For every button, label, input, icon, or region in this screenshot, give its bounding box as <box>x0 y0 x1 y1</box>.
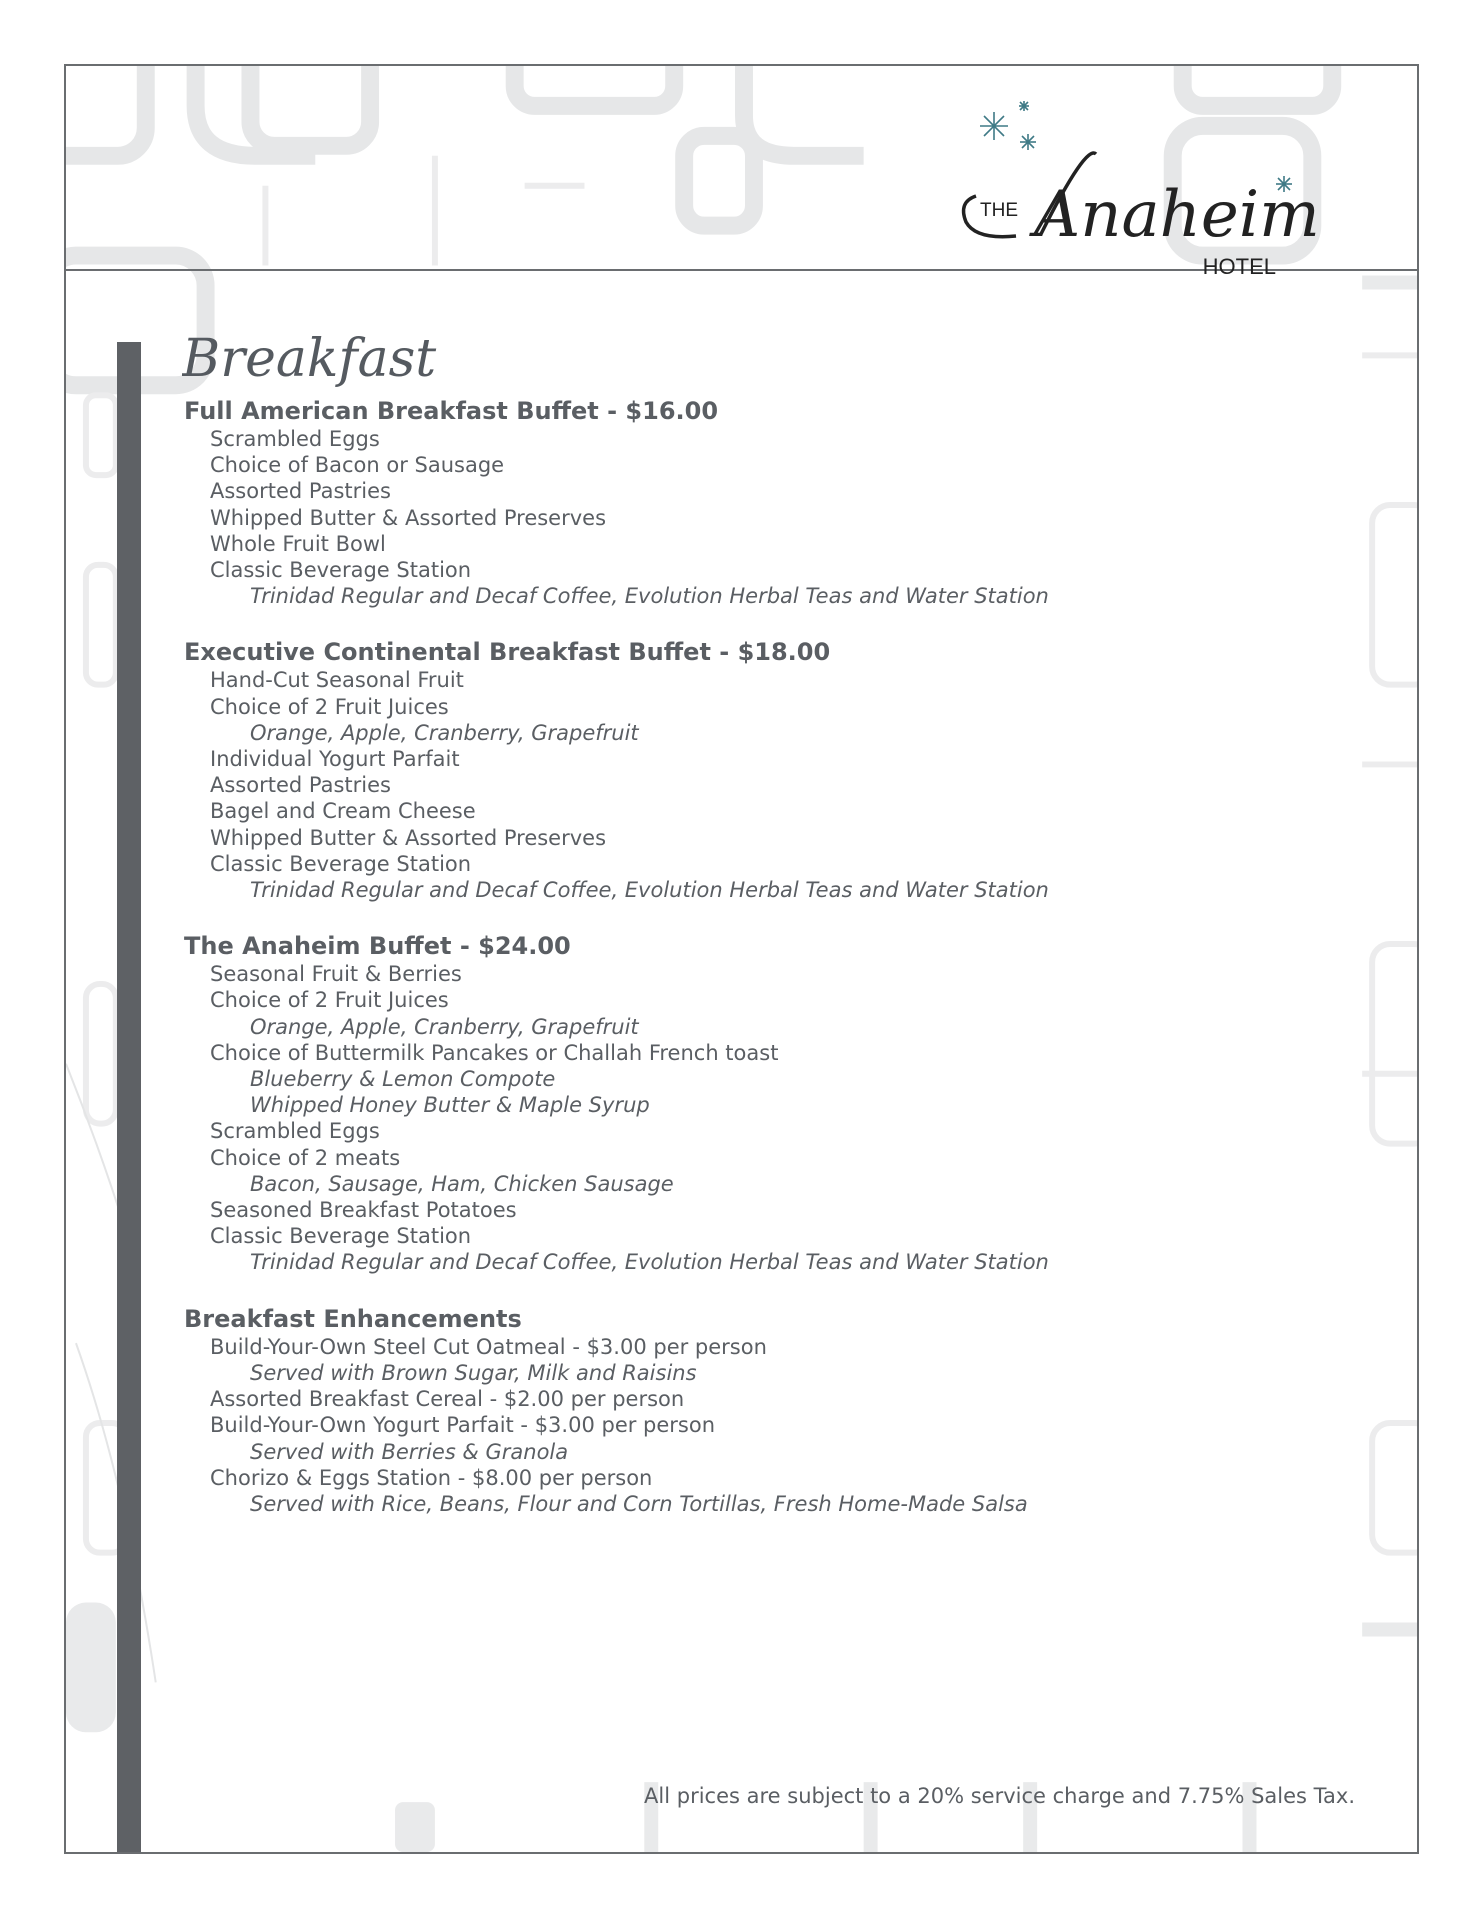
logo-hotel-text: HOTEL <box>1202 254 1276 274</box>
menu-item: Whipped Butter & Assorted Preserves <box>210 825 607 850</box>
menu-item: Bagel and Cream Cheese <box>210 799 476 824</box>
menu-page <box>64 64 1419 1854</box>
menu-content <box>184 396 1334 1545</box>
menu-item: Seasonal Fruit & Berries <box>210 962 462 987</box>
logo-the-text: THE <box>980 200 1018 221</box>
footer-note: All prices are subject to a 20% service charge and 7.75% Sales Tax. <box>644 1784 1355 1808</box>
menu-item-detail: Served with Berries & Granola <box>250 1439 569 1464</box>
menu-item-detail: Bacon, Sausage, Ham, Chicken Sausage <box>250 1171 674 1196</box>
menu-section <box>184 637 1334 903</box>
menu-item: Build-Your-Own Yogurt Parfait - $3.00 per person <box>210 1413 716 1438</box>
menu-item: Scrambled Eggs <box>210 427 380 451</box>
menu-section <box>184 396 1334 609</box>
menu-item-detail: Blueberry & Lemon Compote <box>250 1067 556 1092</box>
menu-item-detail: Trinidad Regular and Decaf Coffee, Evolution Herbal Teas and Water Station <box>250 878 1049 903</box>
section-heading: Breakfast Enhancements <box>184 1304 522 1333</box>
menu-item-detail: Trinidad Regular and Decaf Coffee, Evolution Herbal Teas and Water Station <box>250 1250 1049 1275</box>
menu-item: Whole Fruit Bowl <box>210 531 386 556</box>
menu-section <box>184 1304 1334 1517</box>
side-accent-bar <box>117 342 141 1854</box>
menu-item: Seasoned Breakfast Potatoes <box>210 1198 517 1223</box>
menu-item-detail: Served with Rice, Beans, Flour and Corn Tortillas, Fresh Home-Made Salsa <box>250 1491 1028 1516</box>
hotel-logo <box>946 84 1396 274</box>
menu-item: Classic Beverage Station <box>210 1224 472 1249</box>
menu-item: Build-Your-Own Steel Cut Oatmeal - $3.00 per person <box>210 1334 767 1359</box>
menu-item: Assorted Pastries <box>210 773 391 798</box>
menu-item-detail: Orange, Apple, Cranberry, Grapefruit <box>250 1014 639 1039</box>
menu-item: Assorted Breakfast Cereal - $2.00 per person <box>210 1387 685 1412</box>
menu-item: Choice of 2 meats <box>210 1145 401 1170</box>
menu-item: Scrambled Eggs <box>210 1119 380 1144</box>
menu-item: Choice of Buttermilk Pancakes or Challah French toast <box>210 1040 779 1065</box>
menu-item-detail: Orange, Apple, Cranberry, Grapefruit <box>250 720 639 745</box>
menu-item: Classic Beverage Station <box>210 558 472 583</box>
menu-item-detail: Whipped Honey Butter & Maple Syrup <box>250 1093 650 1118</box>
menu-item: Choice of 2 Fruit Juices <box>210 694 449 719</box>
menu-item: Choice of 2 Fruit Juices <box>210 988 449 1013</box>
section-heading: Executive Continental Breakfast Buffet - $18.00 <box>184 638 831 667</box>
menu-item-detail: Trinidad Regular and Decaf Coffee, Evolution Herbal Teas and Water Station <box>250 584 1049 609</box>
menu-item-detail: Served with Brown Sugar, Milk and Raisins <box>250 1360 697 1385</box>
section-heading: Full American Breakfast Buffet - $16.00 <box>184 397 719 425</box>
section-heading: The Anaheim Buffet - $24.00 <box>184 932 571 961</box>
menu-item: Chorizo & Eggs Station - $8.00 per person <box>210 1465 653 1490</box>
menu-item: Individual Yogurt Parfait <box>210 747 460 772</box>
menu-item: Assorted Pastries <box>210 479 391 504</box>
page-title: Breakfast <box>182 329 437 389</box>
menu-item: Hand-Cut Seasonal Fruit <box>210 668 464 693</box>
menu-section <box>184 931 1334 1275</box>
menu-item: Whipped Butter & Assorted Preserves <box>210 505 607 530</box>
menu-item: Choice of Bacon or Sausage <box>210 453 505 478</box>
logo-name-text: Anaheim <box>1034 178 1320 252</box>
menu-item: Classic Beverage Station <box>210 851 472 876</box>
